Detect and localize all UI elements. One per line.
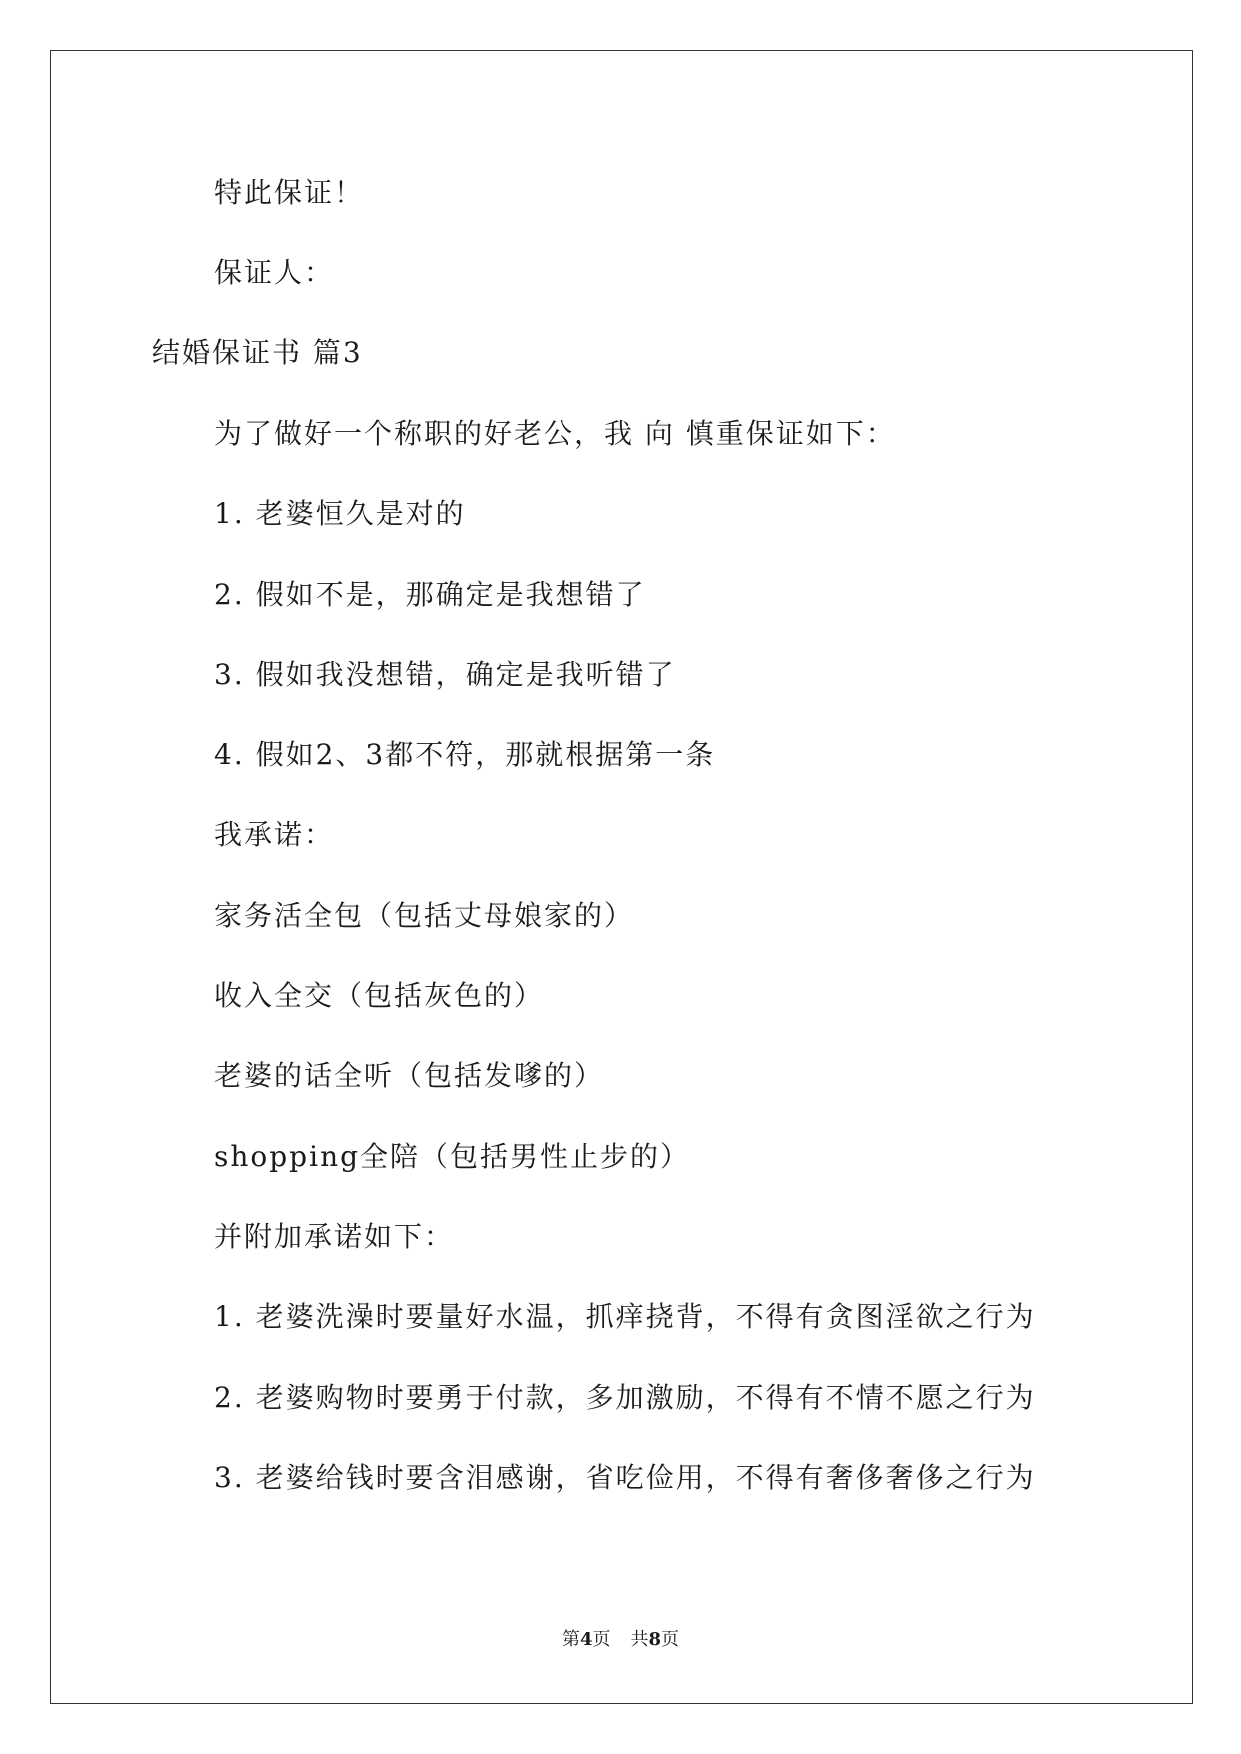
additional-promise-label: 并附加承诺如下：: [214, 1220, 455, 1253]
list-item-4: 4. 假如2、3都不符，那就根据第一条: [214, 738, 716, 771]
current-page-number: 4: [579, 1629, 593, 1650]
promise-item-housework: 家务活全包（包括丈母娘家的）: [214, 899, 635, 932]
promise-label: 我承诺：: [214, 818, 335, 851]
footer-total-unit: 页: [661, 1629, 680, 1650]
section-heading: 结婚保证书 篇3: [152, 336, 363, 369]
footer-prefix: 第: [561, 1629, 580, 1650]
page-footer: [0, 1628, 1241, 1652]
promise-item-income: 收入全交（包括灰色的）: [214, 979, 545, 1012]
footer-page-unit: 页: [592, 1629, 611, 1650]
promise-item-listen: 老婆的话全听（包括发嗲的）: [214, 1059, 605, 1092]
page-border: [50, 50, 1193, 1704]
closing-statement: 特此保证！: [214, 176, 365, 209]
guarantor-label: 保证人：: [214, 256, 335, 289]
additional-item-2: 2. 老婆购物时要勇于付款，多加激励，不得有不情不愿之行为: [214, 1381, 1036, 1414]
total-page-number: 8: [648, 1629, 662, 1650]
list-item-1: 1. 老婆恒久是对的: [214, 497, 466, 530]
list-item-3: 3. 假如我没想错，确定是我听错了: [214, 658, 676, 691]
intro-paragraph: 为了做好一个称职的好老公，我 向 慎重保证如下：: [214, 417, 896, 450]
list-item-2: 2. 假如不是，那确定是我想错了: [214, 578, 646, 611]
additional-item-3: 3. 老婆给钱时要含泪感谢，省吃俭用，不得有奢侈奢侈之行为: [214, 1461, 1036, 1494]
promise-item-shopping: shopping全陪（包括男性止步的）: [214, 1140, 691, 1173]
footer-total-prefix: 共: [630, 1629, 649, 1650]
additional-item-1: 1. 老婆洗澡时要量好水温，抓痒挠背，不得有贪图淫欲之行为: [214, 1300, 1036, 1333]
